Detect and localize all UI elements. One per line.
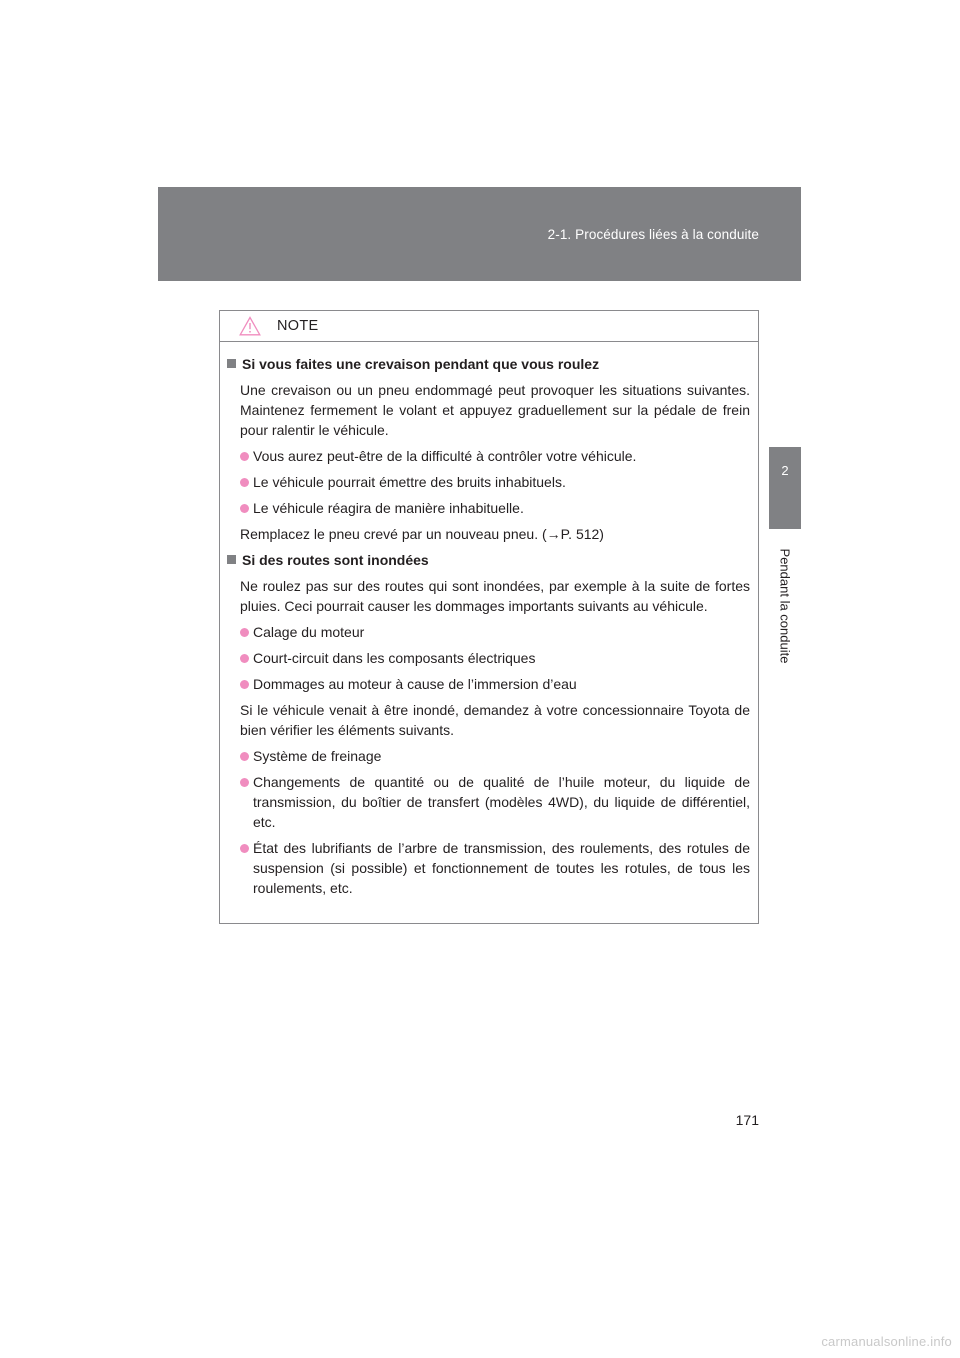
note-title: NOTE — [277, 318, 319, 334]
bullet-dot-icon — [240, 844, 249, 853]
page-number: 171 — [735, 1112, 759, 1128]
list-item: Le véhicule réagira de manière inhabituelle. — [240, 498, 750, 518]
note-body — [220, 342, 758, 898]
paragraph: Si le véhicule venait à être inondé, demandez à votre concessionnaire Toyota de bien vérifier les éléments suivants. — [240, 702, 750, 738]
bullet-dot-icon — [240, 752, 249, 761]
page-reference[interactable]: Remplacez le pneu crevé par un nouveau pneu. (→P. 512) — [240, 526, 604, 542]
header-band — [158, 187, 801, 281]
chapter-label — [772, 542, 798, 670]
watermark: carmanualsonline.info — [821, 1334, 952, 1349]
bullet-dot-icon — [240, 778, 249, 787]
list-item: Le véhicule pourrait émettre des bruits inhabituels. — [240, 472, 750, 492]
list-item: Système de freinage — [240, 746, 750, 766]
bullet-dot-icon — [240, 628, 249, 637]
paragraph: Une crevaison ou un pneu endommagé peut provoquer les situations suivantes. Maintenez fermement le volant et appuyez graduellement sur la pédale de frein pour ralentir le véhicule. — [240, 382, 750, 438]
chapter-tab — [769, 447, 801, 529]
section-heading: Si vous faites une crevaison pendant que vous roulez — [226, 354, 750, 374]
chapter-number: 2 — [781, 463, 789, 478]
bullet-dot-icon — [240, 504, 249, 513]
list-item: État des lubrifiants de l’arbre de transmission, des roulements, des rotules de suspension (si possible) et fonctionnement de toutes les rotules, de tous les roulements, etc. — [240, 838, 750, 898]
bullet-dot-icon — [240, 680, 249, 689]
list-item: Changements de quantité ou de qualité de l’huile moteur, du liquide de transmission, du boîtier de transfert (modèles 4WD), du liquide de différentiel, etc. — [240, 772, 750, 832]
note-box — [219, 310, 759, 924]
chapter-label-text: Pendant la conduite — [777, 548, 793, 664]
bullet-dot-icon — [240, 654, 249, 663]
list-item: Vous aurez peut-être de la difficulté à contrôler votre véhicule. — [240, 446, 750, 466]
list-item: Dommages au moteur à cause de l’immersion d’eau — [240, 674, 750, 694]
bullet-dot-icon — [240, 478, 249, 487]
list-item: Calage du moteur — [240, 622, 750, 642]
paragraph: Ne roulez pas sur des routes qui sont inondées, par exemple à la suite de fortes pluies. Ceci pourrait causer les dommages importants suivants au véhicule. — [240, 578, 750, 614]
bullet-dot-icon — [240, 452, 249, 461]
warning-triangle-icon — [239, 316, 261, 336]
section-heading: Si des routes sont inondées — [226, 550, 750, 570]
note-header — [220, 311, 758, 342]
square-bullet-icon — [227, 555, 236, 564]
square-bullet-icon — [227, 359, 236, 368]
section-title: 2-1. Procédures liées à la conduite — [547, 227, 759, 242]
list-item: Court-circuit dans les composants électriques — [240, 648, 750, 668]
